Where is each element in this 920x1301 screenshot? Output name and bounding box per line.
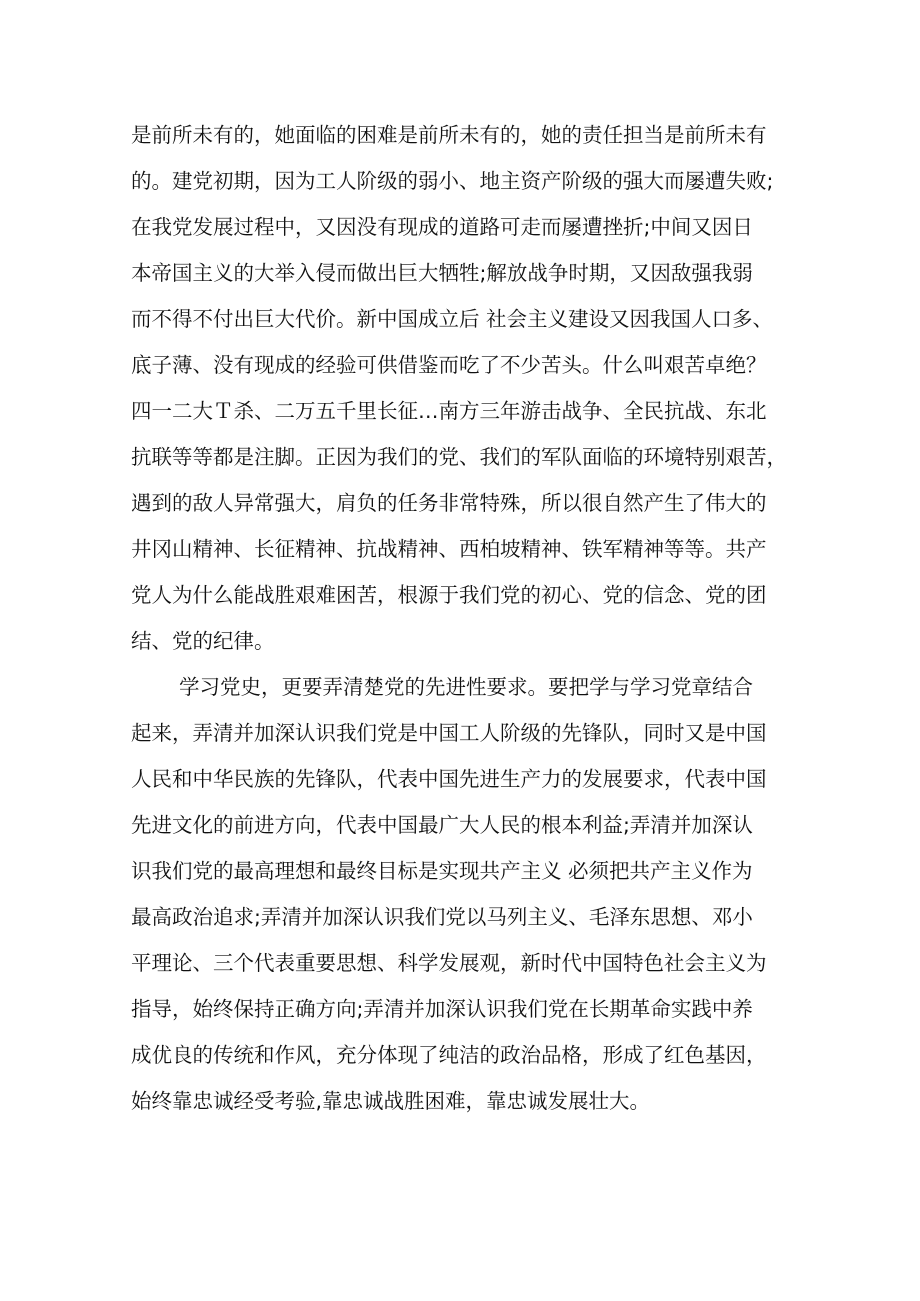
paragraph-2-line: 指导，始终保持正确方向;弄清并加深认识我们党在长期革命实践中养 — [131, 997, 753, 1021]
paragraph-1-line: 而不得不付出巨大代价。新中国成立后 社会主义建设又因我国人口多、 — [131, 307, 774, 331]
paragraph-2-line: 先进文化的前进方向，代表中国最广大人民的根本利益;弄清并加深认 — [131, 813, 753, 837]
paragraph-2-line: 起来，弄清并加深认识我们党是中国工人阶级的先锋队，同时又是中国 — [131, 721, 767, 745]
paragraph-1-line: 本帝国主义的大举入侵而做出巨大牺牲;解放战争时期，又因敌强我弱 — [131, 261, 753, 285]
paragraph-1-line: 遇到的敌人异常强大，肩负的任务非常特殊，所以很自然产生了伟大的 — [131, 491, 767, 515]
paragraph-2-line: 始终靠忠诚经受考验,靠忠诚战胜困难，靠忠诚发展壮大。 — [131, 1089, 651, 1113]
paragraph-1-line: 党人为什么能战胜艰难困苦，根源于我们党的初心、党的信念、党的团 — [131, 583, 767, 607]
paragraph-2-line: 成优良的传统和作风，充分体现了纯洁的政治品格，形成了红色基因， — [131, 1043, 767, 1067]
paragraph-1-line: 是前所未有的，她面临的困难是前所未有的，她的责任担当是前所未有 — [131, 123, 767, 147]
paragraph-1-line: 的。建党初期，因为工人阶级的弱小、地主资产阶级的强大而屡遭失败; — [131, 169, 774, 193]
paragraph-2-line: 平理论、三个代表重要思想、科学发展观，新时代中国特色社会主义为 — [131, 951, 767, 975]
paragraph-2 — [131, 664, 801, 1124]
document-body — [131, 112, 801, 1124]
paragraph-1-line: 四一二大Ｔ杀、二万五千里长征…南方三年游击战争、全民抗战、东北 — [131, 399, 767, 423]
paragraph-1-line: 在我党发展过程中，又因没有现成的道路可走而屡遭挫折;中间又因日 — [131, 215, 753, 239]
paragraph-2-line: 学习党史，更要弄清楚党的先进性要求。要把学与学习党章结合 — [179, 675, 753, 699]
paragraph-1 — [131, 112, 801, 664]
paragraph-1-line: 结、党的纪律。 — [131, 629, 275, 653]
paragraph-1-line: 井冈山精神、长征精神、抗战精神、西柏坡精神、铁军精神等等。共产 — [131, 537, 767, 561]
paragraph-2-line: 最高政治追求;弄清并加深认识我们党以马列主义、毛泽东思想、邓小 — [131, 905, 753, 929]
paragraph-1-line: 抗联等等都是注脚。正因为我们的党、我们的军队面临的环境特别艰苦， — [131, 445, 787, 469]
paragraph-1-line: 底子薄、没有现成的经验可供借鉴而吃了不少苦头。什么叫艰苦卓绝？ — [131, 353, 767, 377]
paragraph-2-line: 识我们党的最高理想和最终目标是实现共产主义 必须把共产主义作为 — [131, 859, 753, 883]
paragraph-2-line: 人民和中华民族的先锋队，代表中国先进生产力的发展要求，代表中国 — [131, 767, 767, 791]
